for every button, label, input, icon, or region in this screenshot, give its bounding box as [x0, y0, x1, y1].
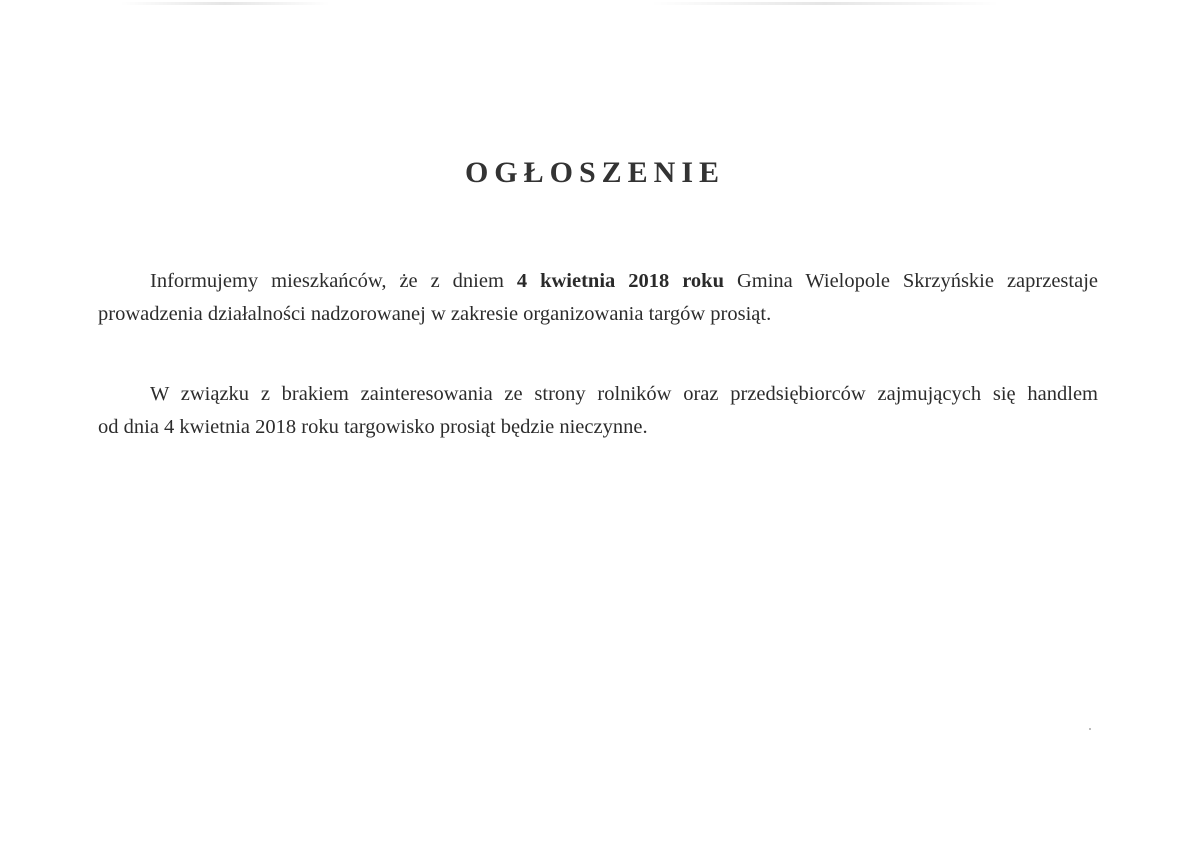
paragraph-line: prowadzenia działalności nadzorowanej w zakresie organizowania targów prosiąt.	[98, 303, 772, 325]
paragraph-explanation	[98, 378, 1098, 444]
scan-edge-shadow	[120, 2, 330, 5]
document-title: OGŁOSZENIE	[464, 156, 726, 189]
date-emphasis: 4 kwietnia 2018 roku	[516, 270, 724, 292]
paragraph-line: W związku z brakiem zainteresowania ze strony rolników oraz przedsiębiorców zajmujących się handlem	[150, 383, 1098, 405]
text-segment: Informujemy mieszkańców, że z dniem	[150, 270, 517, 292]
paragraph-announcement	[98, 265, 1098, 331]
paragraph-line	[98, 265, 1098, 298]
scan-speck	[1089, 728, 1091, 730]
paragraph-line: od dnia 4 kwietnia 2018 roku targowisko prosiąt będzie nieczynne.	[98, 416, 648, 438]
scan-edge-shadow	[650, 2, 1000, 5]
text-segment: Gmina Wielopole Skrzyńskie zaprzestaje	[724, 270, 1098, 292]
